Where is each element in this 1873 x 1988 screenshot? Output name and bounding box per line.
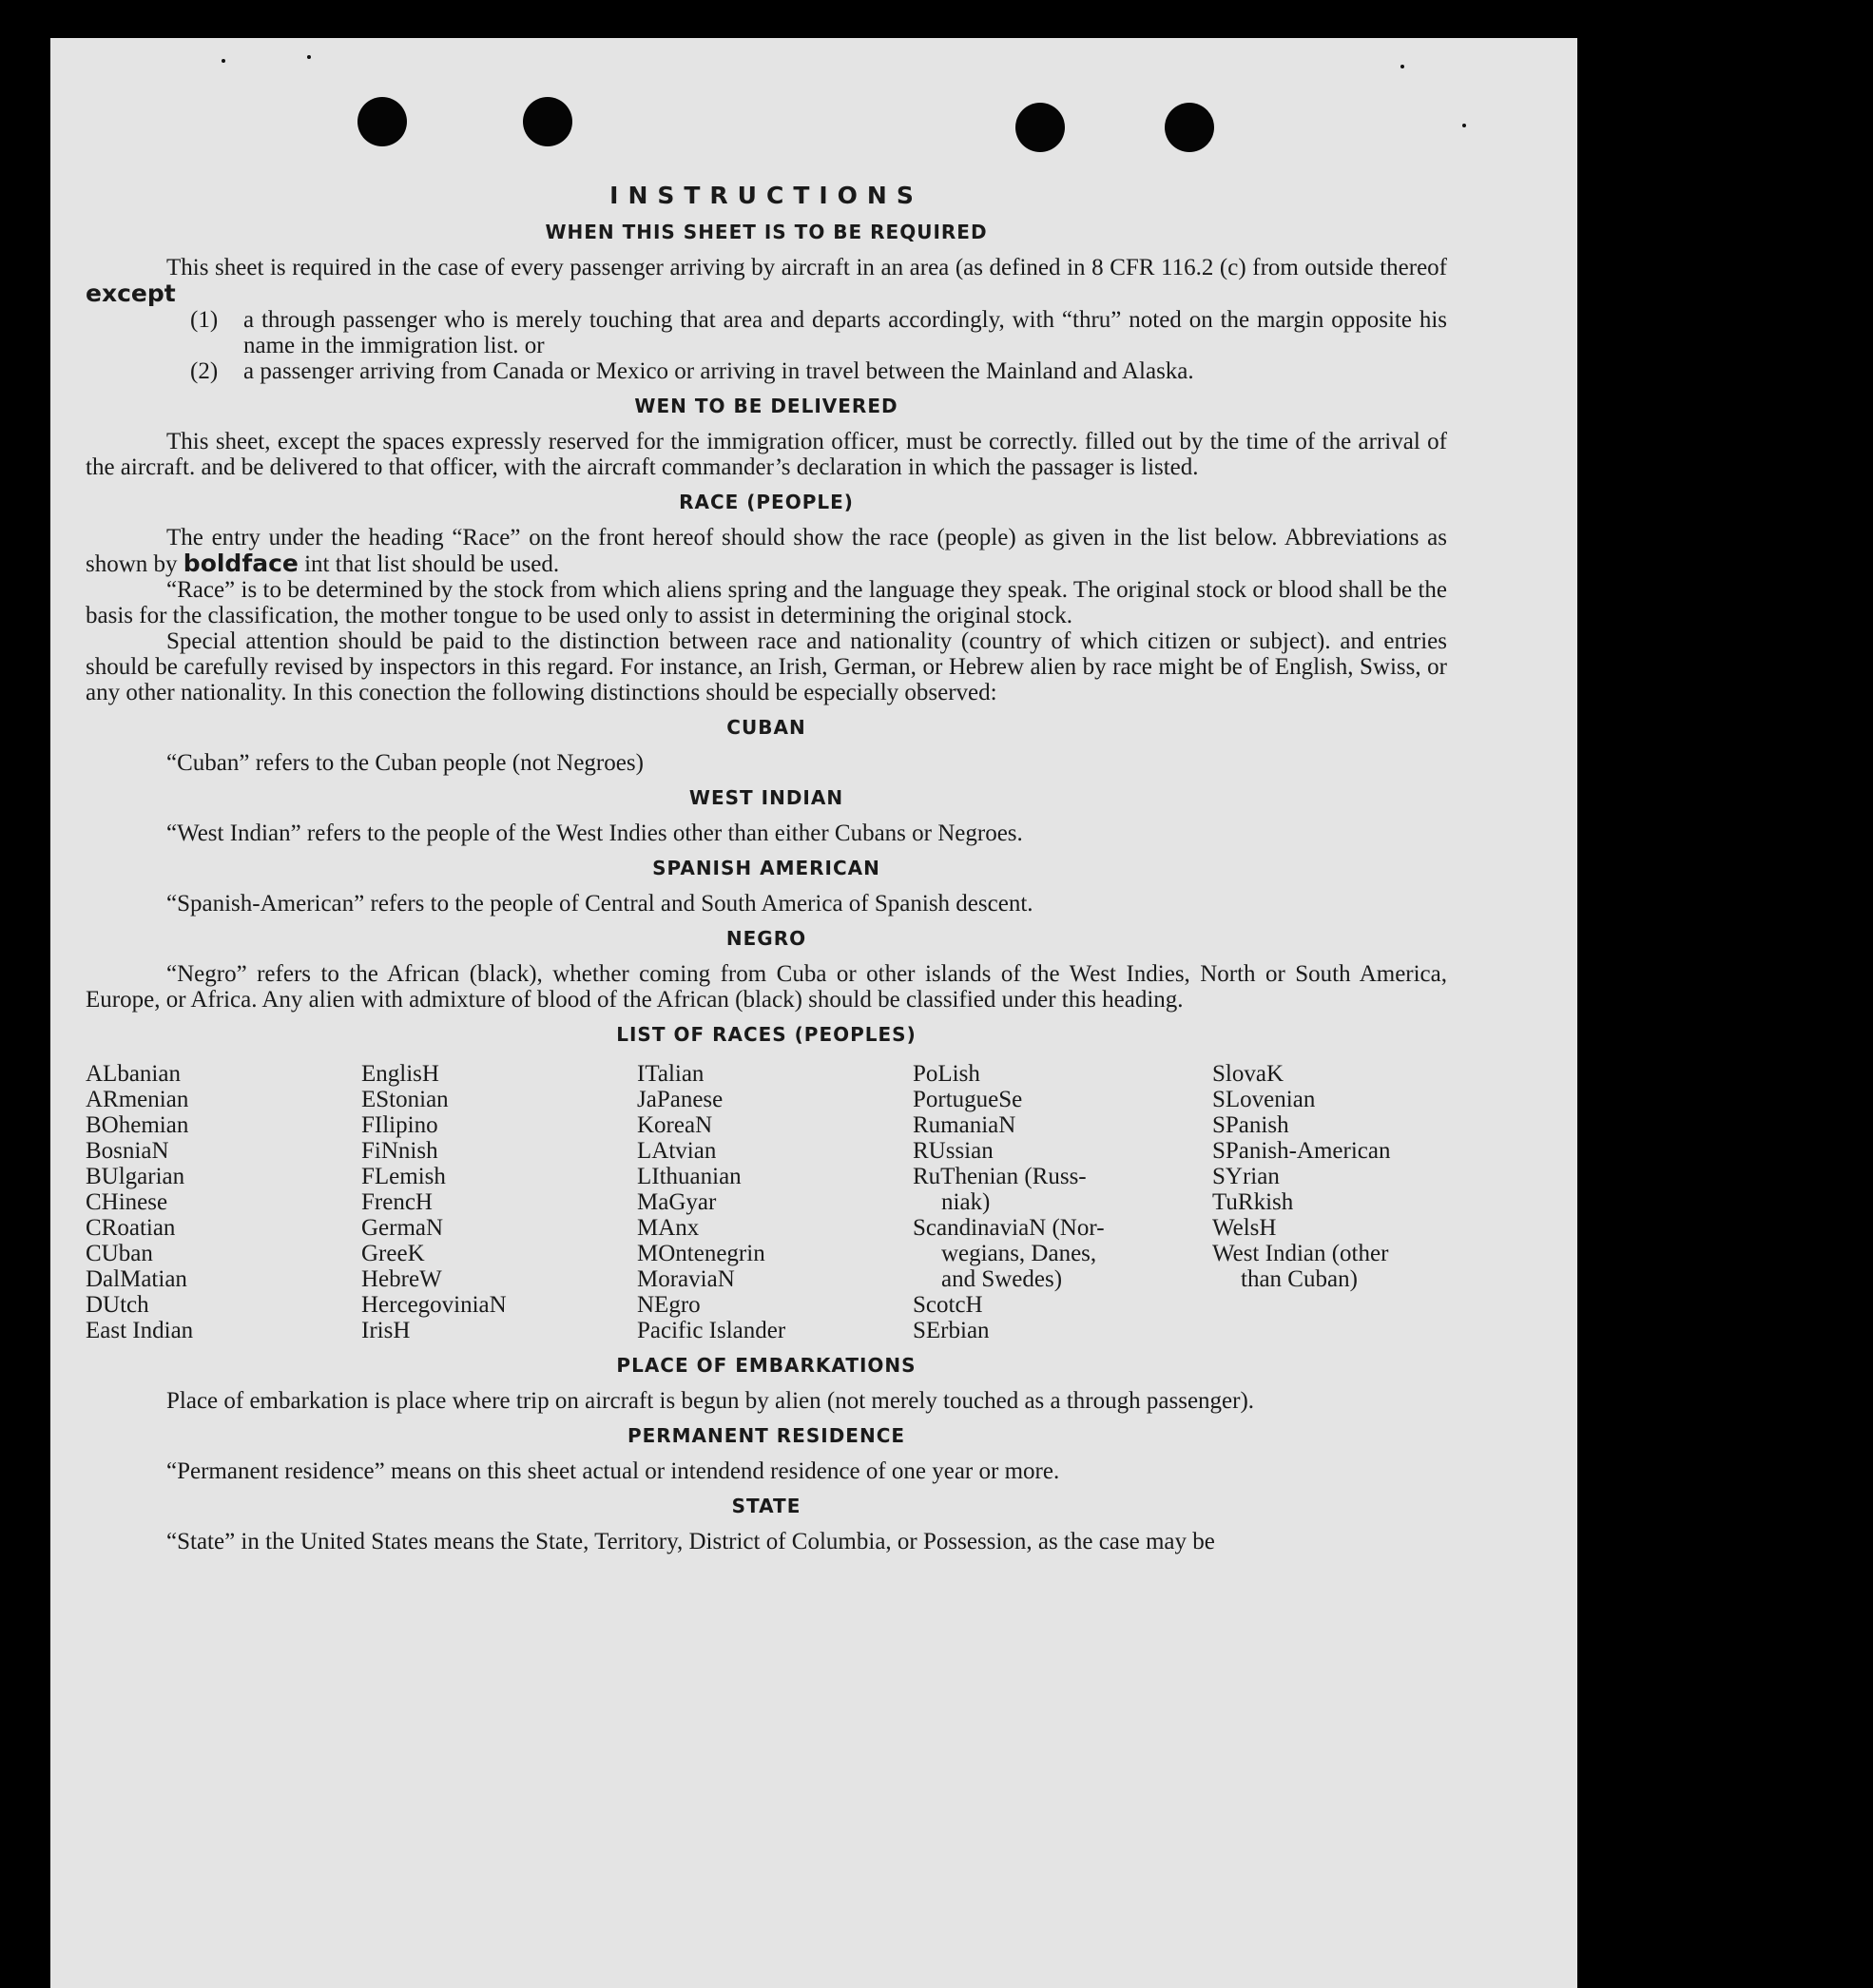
race-entry: LIthuanian — [637, 1164, 742, 1189]
speck — [222, 59, 225, 63]
race-entry: MAnx — [637, 1215, 700, 1241]
west-indian-text: “West Indian” refers to the people of the West Indies other than either Cubans or Negroes. — [166, 820, 1023, 846]
race-entry: East Indian — [86, 1318, 194, 1343]
race-entry: RumaniaN — [913, 1112, 1016, 1138]
race-paragraph-3: Special attention should be paid to the distinction between race and nationality (country of which citizen or subject). and entries should be carefully revised by inspectors in this regard. For instance, an Irish, German, or Hebrew alien by race might be of English, Swiss, or any other nationality. In this conection the following distinctions should be especially observed: — [86, 628, 1447, 705]
heading-race: RACE (PEOPLE) — [679, 491, 854, 513]
races-column — [637, 1061, 913, 1343]
race-entry: DUtch — [86, 1292, 149, 1318]
heading-when-delivered: WEN TO BE DELIVERED — [634, 395, 898, 417]
race-entry: HercegoviniaN — [361, 1292, 507, 1318]
race-entry: FrencH — [361, 1189, 433, 1215]
heading-permanent-residence: PERMANENT RESIDENCE — [627, 1424, 906, 1447]
intro-text: This sheet is required in the case of every passenger arriving by aircraft in an area (as defined in 8 CFR 116.2 (c) from outside thereof — [166, 255, 1447, 280]
race-entry: MoraviaN — [637, 1266, 735, 1292]
race-entry: SlovaK — [1212, 1061, 1284, 1087]
race-entry: FLemish — [361, 1164, 446, 1189]
race-entry: IrisH — [361, 1318, 411, 1343]
race-entry: TuRkish — [1212, 1189, 1294, 1215]
races-column — [1212, 1061, 1447, 1343]
race-p1-text: The entry under the heading “Race” on the front hereof should show the race (people) as given in the list below. Abbreviations as shown by — [86, 525, 1447, 577]
when-delivered-text: This sheet, except the spaces expressly reserved for the immigration officer, must be correctly. filled out by the time of the arrival of the aircraft. and be delivered to that officer, with the aircraft commander’s declaration in which the passager is listed. — [86, 429, 1447, 480]
race-entry: and Swedes) — [941, 1266, 1063, 1292]
embarkation-text: Place of embarkation is place where trip on aircraft is begun by alien (not merely touched as a through passenger). — [166, 1388, 1255, 1414]
race-entry: EnglisH — [361, 1061, 439, 1087]
races-column — [86, 1061, 361, 1343]
race-entry: CHinese — [86, 1189, 168, 1215]
residence-text: “Permanent residence” means on this sheet actual or intendend residence of one year or more. — [166, 1458, 1060, 1484]
race-entry: SYrian — [1212, 1164, 1280, 1189]
race-entry: ScotcH — [913, 1292, 983, 1318]
races-list — [86, 1061, 1447, 1343]
except-emphasis: except — [86, 280, 176, 307]
document-sheet — [50, 38, 1577, 1988]
race-entry: West Indian (other — [1212, 1241, 1389, 1266]
race-entry: RUssian — [913, 1138, 994, 1164]
list-item — [190, 307, 1447, 358]
race-entry: DalMatian — [86, 1266, 187, 1292]
race-entry: FIlipino — [361, 1112, 438, 1138]
race-entry: wegians, Danes, — [941, 1241, 1097, 1266]
race-entry: KoreaN — [637, 1112, 713, 1138]
heading-spanish-american: SPANISH AMERICAN — [652, 857, 880, 879]
race-entry: CRoatian — [86, 1215, 176, 1241]
heading-list-of-races: LIST OF RACES (PEOPLES) — [616, 1023, 917, 1046]
race-entry: ScandinaviaN (Nor- — [913, 1215, 1105, 1241]
item-number: (2) — [190, 358, 219, 384]
when-required-intro — [86, 255, 1447, 307]
boldface-word: boldface — [183, 550, 299, 577]
race-entry: JaPanese — [637, 1087, 724, 1112]
cuban-text: “Cuban” refers to the Cuban people (not Negroes) — [166, 750, 644, 776]
race-entry: WelsH — [1212, 1215, 1277, 1241]
race-entry: PortugueSe — [913, 1087, 1023, 1112]
race-entry: FiNnish — [361, 1138, 438, 1164]
item-text: a passenger arriving from Canada or Mexico or arriving in travel between the Mainland and Alaska. — [243, 358, 1194, 384]
race-entry: SLovenian — [1212, 1087, 1316, 1112]
race-p1-tail: int that list should be used. — [304, 551, 560, 577]
punch-hole — [1015, 103, 1065, 152]
heading-cuban: CUBAN — [726, 716, 806, 739]
race-entry: BUlgarian — [86, 1164, 185, 1189]
punch-hole — [1165, 103, 1214, 152]
instructions-body — [86, 183, 1447, 1554]
race-entry: ALbanian — [86, 1061, 181, 1087]
page-title: INSTRUCTIONS — [609, 182, 923, 209]
race-entry: SPanish-American — [1212, 1138, 1391, 1164]
speck — [1462, 124, 1466, 127]
heading-negro: NEGRO — [725, 927, 807, 950]
race-entry: BosniaN — [86, 1138, 169, 1164]
race-entry: Pacific Islander — [637, 1318, 786, 1343]
race-entry: MOntenegrin — [637, 1241, 765, 1266]
item-text: a through passenger who is merely touching that area and departs accordingly, with “thru” noted on the margin opposite his name in the immigration list. or — [243, 307, 1447, 358]
race-entry: ARmenian — [86, 1087, 189, 1112]
punch-hole — [523, 97, 572, 146]
race-entry: BOhemian — [86, 1112, 189, 1138]
races-column — [361, 1061, 637, 1343]
heading-embarkation: PLACE OF EMBARKATIONS — [616, 1354, 917, 1377]
race-paragraph-2: “Race” is to be determined by the stock from which aliens spring and the language they speak. The original stock or blood shall be the basis for the classification, the mother tongue to be used only to assist in determining the original stock. — [86, 577, 1447, 628]
state-text: “State” in the United States means the State, Territory, District of Columbia, or Possession, as the case may be — [166, 1529, 1215, 1554]
race-entry: GreeK — [361, 1241, 425, 1266]
race-entry: NEgro — [637, 1292, 701, 1318]
races-column — [913, 1061, 1212, 1343]
race-entry: EStonian — [361, 1087, 449, 1112]
speck — [307, 55, 311, 59]
negro-text: “Negro” refers to the African (black), whether coming from Cuba or other islands of the West Indies, North or South America, Europe, or Africa. Any alien with admixture of blood of the African (black) should be classified under this heading. — [86, 961, 1447, 1013]
race-entry: niak) — [941, 1189, 991, 1215]
race-entry: SErbian — [913, 1318, 990, 1343]
heading-when-required: WHEN THIS SHEET IS TO BE REQUIRED — [545, 221, 988, 243]
race-entry: LAtvian — [637, 1138, 717, 1164]
heading-state: STATE — [731, 1495, 801, 1517]
item-number: (1) — [190, 307, 219, 333]
race-entry: SPanish — [1212, 1112, 1289, 1138]
race-entry: RuThenian (Russ- — [913, 1164, 1087, 1189]
race-entry: HebreW — [361, 1266, 442, 1292]
speck — [1400, 65, 1404, 68]
heading-west-indian: WEST INDIAN — [688, 786, 844, 809]
race-entry: PoLish — [913, 1061, 980, 1087]
spanish-american-text: “Spanish-American” refers to the people of Central and South America of Spanish descent. — [166, 891, 1033, 917]
race-entry: MaGyar — [637, 1189, 717, 1215]
race-paragraph-1 — [86, 525, 1447, 577]
race-entry: than Cuban) — [1241, 1266, 1358, 1292]
list-item — [190, 358, 1447, 384]
race-entry: GermaN — [361, 1215, 444, 1241]
punch-hole — [357, 97, 407, 146]
race-entry: CUban — [86, 1241, 153, 1266]
race-entry: ITalian — [637, 1061, 705, 1087]
